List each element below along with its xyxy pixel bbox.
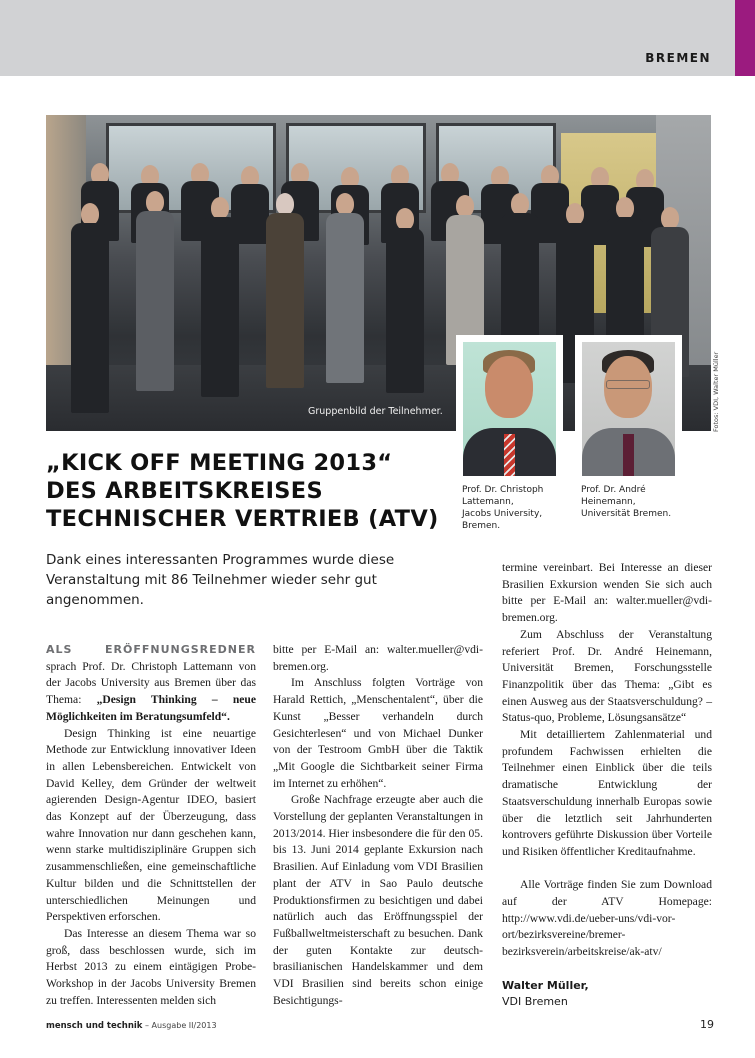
photo-credit: Fotos: VDI, Walter Müller [712,351,720,432]
author-name: Walter Müller, [502,978,589,992]
portrait-heinemann [575,335,682,480]
magazine-name: mensch und technik [46,1021,143,1031]
issue-label: – Ausgabe II/2013 [142,1021,217,1030]
paragraph: Design Thinking ist eine neuartige Methode zur Entwicklung innovativer Ideen in allen Lebensbereichen. Entwickelt von David Kelley, dem Gründer der weltweit agierenden Design-Agentur IDEO, basiert das Konzept auf der Überzeugung, dass wahre Innovation nur dann geschehen kann, wenn starke multidisziplinäre Gruppen sich zusammenschließen, eine gemeinschaftliche Kultur bilden und die Schnittstellen der unterschiedlichen Meinungen und Perspektiven erforschen. [46,726,256,924]
section-label: BREMEN [645,51,711,65]
paragraph: Das Interesse an diesem Thema war so groß, dass beschlossen wurde, sich im Herbst 2013 zu einem eintägigen Probe-Workshop in der Jacobs University Bremen zu treffen. Interessenten melden sich [46,926,256,1007]
header-band [0,0,735,76]
article-headline: „KICK OFF MEETING 2013“ DES ARBEITSKREISES TECHNISCHER VERTRIEB (ATV) [46,450,439,532]
article-column-3 [502,560,712,1011]
footer-publication [46,1021,217,1031]
paragraph: termine vereinbart. Bei Interesse an dieser Brasilien Exkursion wenden Sie sich auch bitte per E-Mail an: walter.mueller@vdi-bremen.org. [502,561,712,625]
paragraph: Zum Abschluss der Veranstaltung referiert Prof. Dr. André Heinemann, Universität Bremen, Forschungsstelle Finanzpolitik über das Thema: „Gibt es einen Ausweg aus der Staatsverschuldung? – Status-quo, Probleme, Lösungsansätze“ [502,627,712,725]
article-lead: Dank eines interessanten Programmes wurde diese Veranstaltung mit 86 Teilnehmer wieder sehr gut angenommen. [46,552,395,608]
portrait-caption-lattemann: Prof. Dr. Christoph Lattemann, Jacobs University, Bremen. [462,485,544,531]
lead-in: ALS ERÖFFNUNGSREDNER [46,643,256,656]
article-column-1 [46,642,256,1009]
portrait-lattemann [456,335,563,480]
paragraph: Im Anschluss folgten Vorträge von Harald Rettich, „Menschentalent“, über die Kunst „Besser verhandeln durch Gesichterlesen“ und von Michael Dunker von der Testroom GmbH über die Taktik „Mit Google die Sichtbarkeit seiner Firma im Internet zu erhöhen“. [273,676,483,790]
paragraph: Mit detailliertem Zahlenmaterial und profundem Fachwissen erhielten die Teilnehmer einen Einblick über die teils dramatische Entwicklung der Staatsverschuldung innerhalb Europas sowie über die letztlich seit Jahrhunderten kontrovers geführte Diskussion über Vorteile und Risiken öffentlicher Kreditaufnahme. [502,728,712,858]
author-organization: VDI Bremen [502,995,568,1009]
portrait-caption-heinemann: Prof. Dr. André Heinemann, Universität Bremen. [581,485,672,519]
download-link-paragraph: Alle Vorträge finden Sie zum Download auf der ATV Homepage: http://www.vdi.de/ueber-uns/vdi-vor-ort/bezirksvereine/bremer-bezirksverein/arbeitskreise/ak-atv/ [502,878,712,959]
paragraph: ALS ERÖFFNUNGSREDNER sprach Prof. Dr. Christoph Lattemann von der Jacobs University aus Bremen über das Thema: „Design Thinking – neue Möglichkeiten im Beratungsumfeld“. [46,643,257,723]
page-number: 19 [700,1018,714,1031]
paragraph: bitte per E-Mail an: walter.mueller@vdi-bremen.org. [273,643,483,673]
group-photo-caption: Gruppenbild der Teilnehmer. [308,406,443,417]
paragraph: Große Nachfrage erzeugte aber auch die Vorstellung der geplanten Veranstaltungen in 2013/2014. Hier insbesondere die für den 05. bis 13. Juni 2014 geplante Exkursion nach Brasilien. Auf Einladung vom VDI Brasilien plant der ATV in Sao Paulo deutsche Produktionsfirmen zu besichtigen und dabei natürlich auch das Eröffnungsspiel der Fußballweltmeisterschaft zu besuchen. Dank der guten Kontakte zur deutsch-brasilianischen Handelskammer und dem VDI Brasilien sind bereits schon einige Besichtigungs- [273,793,483,1007]
article-column-2 [273,642,483,1009]
talk-title: „Design Thinking – neue Möglichkeiten im Beratungsumfeld“. [46,693,257,723]
section-accent-bar [735,0,755,76]
